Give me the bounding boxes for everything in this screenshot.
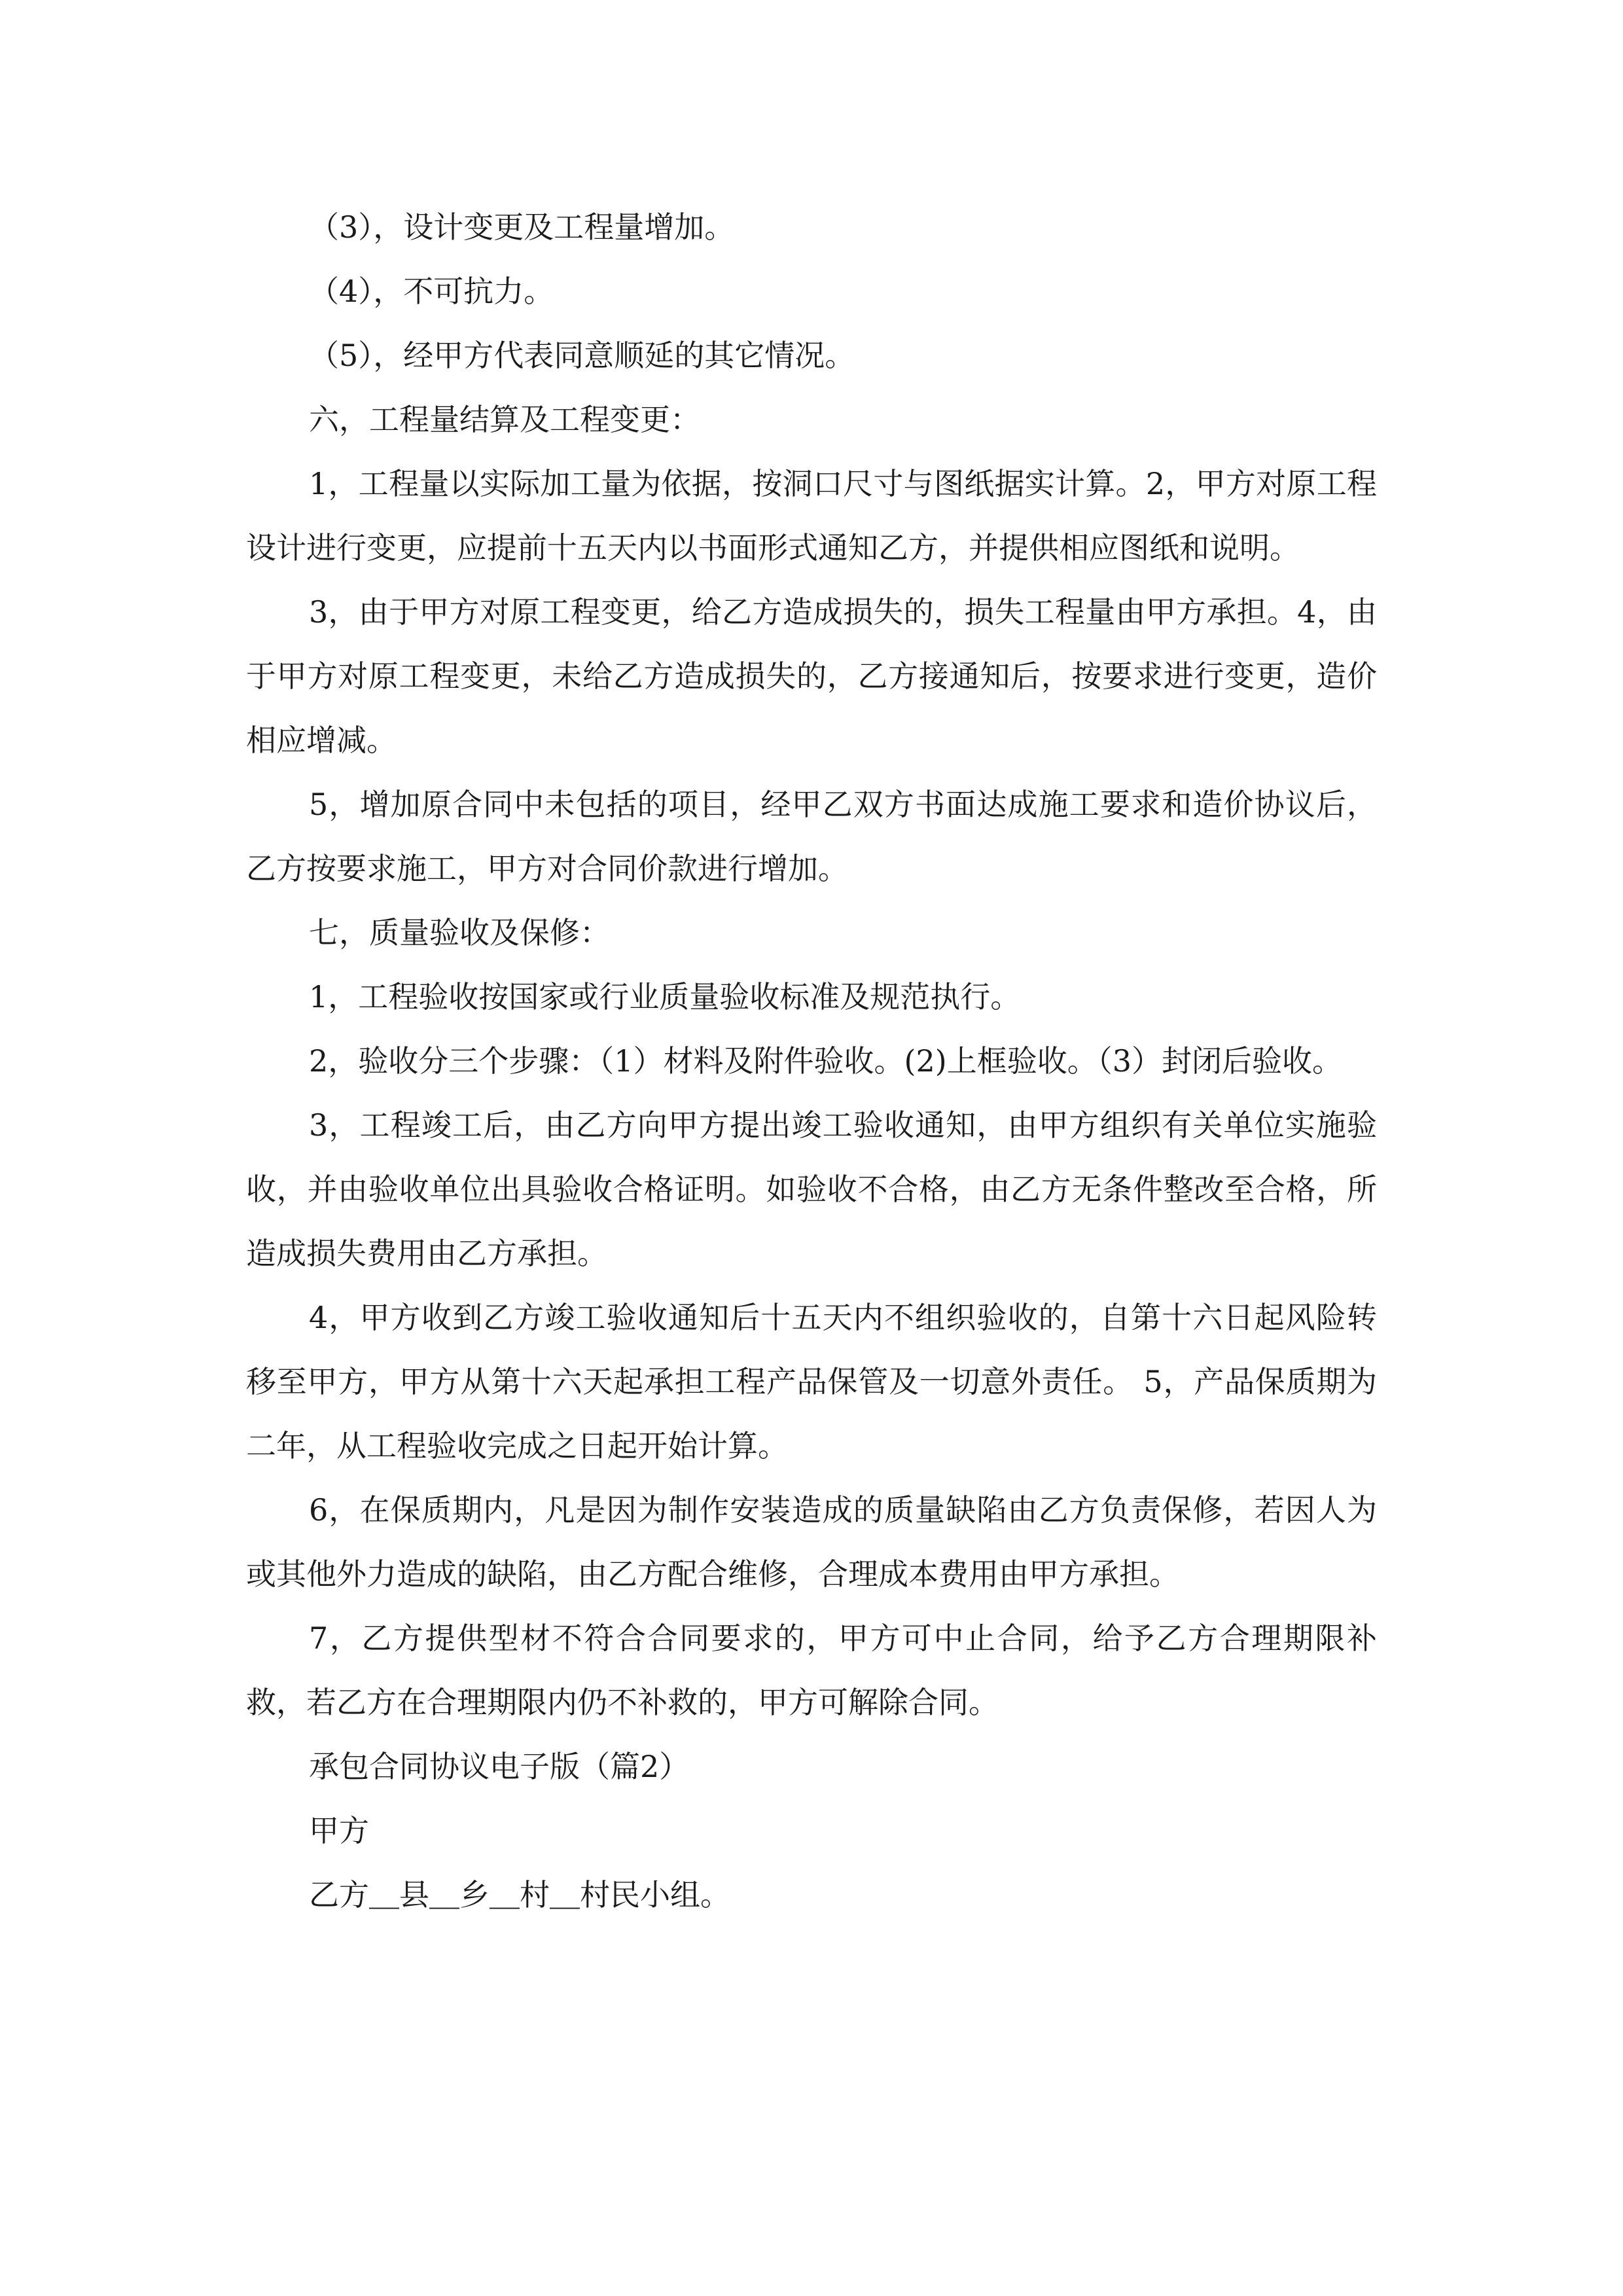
section-heading-6: 六，工程量结算及工程变更： xyxy=(309,402,700,437)
section-heading-7: 七，质量验收及保修： xyxy=(309,915,610,950)
contract-title: 承包合同协议电子版（篇2） xyxy=(309,1749,690,1784)
party-b-line: 乙方＿县＿乡＿村＿村民小组。 xyxy=(309,1877,730,1912)
paragraph-7-7: 7，乙方提供型材不符合合同要求的，甲方可中止合同，给予乙方合理期限补救，若乙方在合理期限内仍不补救的，甲方可解除合同。 xyxy=(246,1621,1377,1720)
paragraph-7-6: 6，在保质期内，凡是因为制作安装造成的质量缺陷由乙方负责保修，若因人为或其他外力造成的缺陷，由乙方配合维修，合理成本费用由甲方承担。 xyxy=(246,1492,1377,1592)
paragraph-7-1: 1，工程验收按国家或行业质量验收标准及规范执行。 xyxy=(309,979,1021,1014)
paragraph-6-3-4: 3，由于甲方对原工程变更，给乙方造成损失的，损失工程量由甲方承担。4，由于甲方对原工程变更，未给乙方造成损失的，乙方接通知后，按要求进行变更，造价相应增减。 xyxy=(246,594,1377,758)
party-a-line: 甲方 xyxy=(309,1813,369,1848)
paragraph-item-4: （4），不可抗力。 xyxy=(309,274,554,309)
paragraph-item-5: （5），经甲方代表同意顺延的其它情况。 xyxy=(309,338,855,373)
paragraph-item-3: （3），设计变更及工程量增加。 xyxy=(309,209,735,245)
paragraph-6-5: 5，增加原合同中未包括的项目，经甲乙双方书面达成施工要求和造价协议后，乙方按要求施工，甲方对合同价款进行增加。 xyxy=(246,787,1377,886)
paragraph-7-4-5: 4，甲方收到乙方竣工验收通知后十五天内不组织验收的，自第十六日起风险转移至甲方，甲方从第十六天起承担工程产品保管及一切意外责任。 5，产品保质期为二年，从工程验收完成之日起开始计算。 xyxy=(246,1300,1377,1463)
paragraph-7-3: 3，工程竣工后，由乙方向甲方提出竣工验收通知，由甲方组织有关单位实施验收，并由验收单位出具验收合格证明。如验收不合格，由乙方无条件整改至合格，所造成损失费用由乙方承担。 xyxy=(246,1107,1377,1271)
paragraph-7-2: 2，验收分三个步骤：（1）材料及附件验收。(2)上框验收。（3）封闭后验收。 xyxy=(309,1043,1342,1079)
document-body xyxy=(246,195,1377,1927)
paragraph-6-1-2: 1，工程量以实际加工量为依据，按洞口尺寸与图纸据实计算。2，甲方对原工程设计进行变更，应提前十五天内以书面形式通知乙方，并提供相应图纸和说明。 xyxy=(246,466,1377,565)
